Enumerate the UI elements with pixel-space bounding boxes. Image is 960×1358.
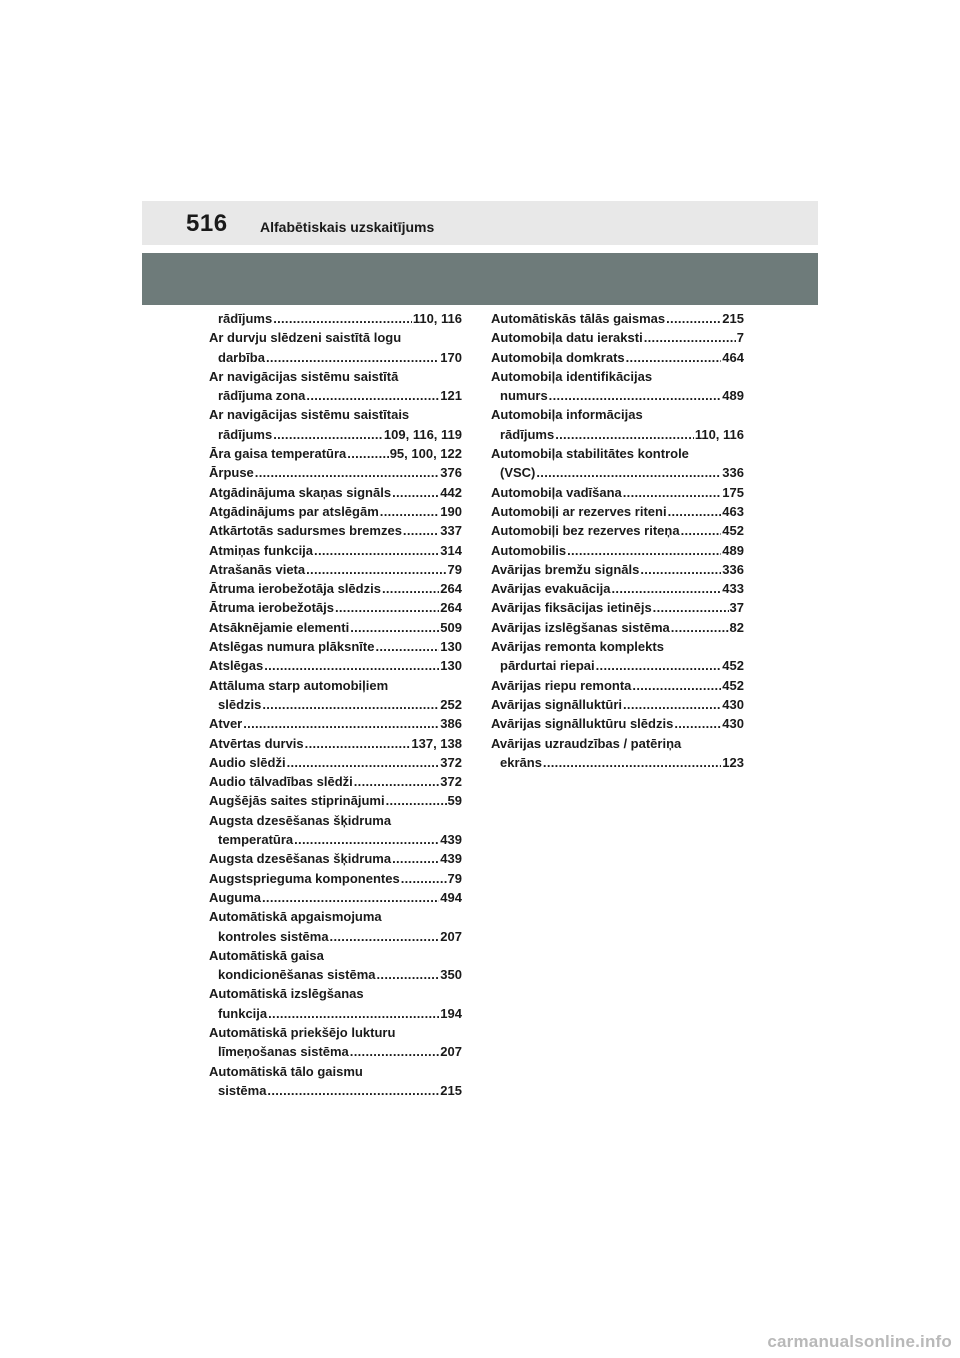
index-entry-term: Atkārtotās sadursmes bremzes xyxy=(209,523,402,539)
index-entry xyxy=(209,560,462,579)
index-entry-term: Ātruma ierobežotājs xyxy=(209,600,334,616)
index-entry xyxy=(491,541,744,560)
dot-leader xyxy=(674,714,721,733)
index-entry-heading xyxy=(209,1023,462,1042)
index-entry-term: Automobiļi ar rezerves riteni xyxy=(491,503,667,519)
index-entry xyxy=(209,579,462,598)
index-entry-term: Audio tālvadības slēdži xyxy=(209,774,353,790)
index-entry-heading-text: Automobiļa stabilitātes kontrole xyxy=(491,446,689,462)
index-entry xyxy=(209,791,462,810)
index-entry-pages: 494 xyxy=(440,889,462,905)
index-entry-heading-text: Attāluma starp automobiļiem xyxy=(209,677,389,693)
index-entry-heading xyxy=(209,367,462,386)
dot-leader xyxy=(392,483,439,502)
index-entry-pages: 386 xyxy=(440,716,462,732)
index-entry-line xyxy=(491,541,744,560)
index-entry-pages: 463 xyxy=(722,503,744,519)
index-entry-line xyxy=(209,927,462,946)
index-entry-pages: 372 xyxy=(440,754,462,770)
index-entry-line xyxy=(491,753,744,772)
index-entry-heading xyxy=(491,734,744,753)
index-entry-heading-text: Automobiļa identifikācijas xyxy=(491,368,653,384)
index-entry-line xyxy=(491,676,744,695)
index-entry-pages: 175 xyxy=(722,484,744,500)
index-entry-term: Atsāknējamie elementi xyxy=(209,619,350,635)
index-entry-line xyxy=(491,579,744,598)
index-entry-term: Avārijas signālluktūri xyxy=(491,696,623,712)
dot-leader xyxy=(380,502,440,521)
index-entry-pages: 439 xyxy=(440,851,462,867)
index-entry xyxy=(209,714,462,733)
index-entry-line xyxy=(209,695,462,714)
index-entry xyxy=(209,1023,462,1062)
index-entry-term: Atslēgas numura plāksnīte xyxy=(209,639,375,655)
index-entry-line xyxy=(491,598,744,617)
index-entry-term: Avārijas fiksācijas ietinējs xyxy=(491,600,652,616)
index-entry-pages: 252 xyxy=(440,696,462,712)
dot-leader xyxy=(666,309,721,328)
index-entry-term: Atslēgas xyxy=(209,658,264,674)
index-entry xyxy=(491,521,744,540)
index-entry-line xyxy=(209,560,462,579)
index-column-left xyxy=(209,309,462,1100)
index-entry-heading xyxy=(209,405,462,424)
dot-leader xyxy=(626,348,722,367)
index-entry-heading-text: Ar durvju slēdzeni saistītā logu xyxy=(209,330,402,346)
index-entry xyxy=(491,637,744,676)
index-entry-term: Automobiļa datu ieraksti xyxy=(491,330,643,346)
index-entry-pages: 170 xyxy=(440,349,462,365)
index-entry xyxy=(209,598,462,617)
index-entry-line xyxy=(491,695,744,714)
index-entry xyxy=(491,328,744,347)
index-entry-pages: 37 xyxy=(729,600,744,616)
index-entry-term: Augšējās saites stiprinājumi xyxy=(209,793,385,809)
index-entry-pages: 442 xyxy=(440,484,462,500)
index-entry xyxy=(209,656,462,675)
index-entry-pages: 376 xyxy=(440,465,462,481)
index-entry-pages: 215 xyxy=(722,311,744,326)
index-entry-heading xyxy=(209,1062,462,1081)
index-entry-term: darbība xyxy=(218,349,265,365)
dot-leader xyxy=(549,386,722,405)
index-entry-line xyxy=(209,637,462,656)
page-number: 516 xyxy=(186,210,228,237)
index-entry-heading xyxy=(209,984,462,1003)
index-entry-pages: 121 xyxy=(440,388,462,404)
index-entry-heading xyxy=(491,405,744,424)
index-entry-line xyxy=(209,791,462,810)
index-entry xyxy=(209,637,462,656)
index-entry-term: Atgādinājums par atslēgām xyxy=(209,503,379,519)
index-entry-line xyxy=(209,772,462,791)
index-entry-line xyxy=(491,425,744,444)
index-entry-line xyxy=(491,560,744,579)
index-entry xyxy=(209,849,462,868)
index-entry xyxy=(209,888,462,907)
dot-leader xyxy=(267,1081,439,1100)
dot-leader xyxy=(347,444,388,463)
index-entry xyxy=(491,598,744,617)
index-entry-term: Atvērtas durvis xyxy=(209,735,304,751)
index-entry xyxy=(491,348,744,367)
index-entry xyxy=(209,309,462,328)
index-entry-term: slēdzis xyxy=(218,696,262,712)
index-entry-heading xyxy=(491,367,744,386)
dot-leader xyxy=(330,927,440,946)
index-entry-heading-text: Avārijas uzraudzības / patēriņa xyxy=(491,735,682,751)
index-entry-term: Avārijas evakuācija xyxy=(491,581,611,597)
index-entry-line xyxy=(209,463,462,482)
index-entry-line xyxy=(209,444,462,463)
index-entry-heading xyxy=(209,811,462,830)
index-entry xyxy=(209,753,462,772)
index-entry-heading xyxy=(209,907,462,926)
dot-leader xyxy=(382,579,439,598)
dot-leader xyxy=(255,463,440,482)
index-entry-line xyxy=(209,502,462,521)
index-entry-term: ekrāns xyxy=(500,754,542,770)
index-entry-line xyxy=(491,656,744,675)
index-entry xyxy=(491,367,744,406)
index-entry-pages: 264 xyxy=(440,600,462,616)
index-entry-term: Automobilis xyxy=(491,542,567,558)
dot-leader xyxy=(262,695,439,714)
index-entry-heading-text: Automātiskā priekšējo lukturu xyxy=(209,1024,396,1040)
index-entry-line xyxy=(491,463,744,482)
index-entry-pages: 59 xyxy=(447,793,462,809)
index-entry xyxy=(491,695,744,714)
index-entry-line xyxy=(209,734,462,753)
index-entry-term: Augstsprieguma komponentes xyxy=(209,870,400,886)
index-entry-pages: 430 xyxy=(722,696,744,712)
index-entry-heading-text: Automātiskā apgaismojuma xyxy=(209,909,382,925)
index-entry xyxy=(209,444,462,463)
index-entry-term: Ātruma ierobežotāja slēdzis xyxy=(209,581,381,597)
index-entry-line xyxy=(209,521,462,540)
index-entry-pages: 489 xyxy=(722,388,744,404)
index-entry xyxy=(491,714,744,733)
dot-leader xyxy=(555,425,694,444)
dot-leader xyxy=(350,1042,440,1061)
index-entry-line xyxy=(491,386,744,405)
watermark: carmanualsonline.info xyxy=(767,1332,952,1351)
index-entry-pages: 207 xyxy=(440,1044,462,1060)
index-entry-pages: 123 xyxy=(722,754,744,770)
dot-leader xyxy=(264,656,439,675)
index-entry xyxy=(491,618,744,637)
index-entry-line xyxy=(209,714,462,733)
index-entry-term: kontroles sistēma xyxy=(218,928,329,944)
index-entry xyxy=(209,502,462,521)
index-entry-line xyxy=(491,502,744,521)
index-entry-term: Atmiņas funkcija xyxy=(209,542,314,558)
index-entry-line xyxy=(209,309,462,328)
index-entry-line xyxy=(491,348,744,367)
index-entry-line xyxy=(491,309,744,328)
index-entry-line xyxy=(209,656,462,675)
dot-leader xyxy=(314,541,439,560)
index-entry-term: kondicionēšanas sistēma xyxy=(218,967,376,983)
index-entry-line xyxy=(491,328,744,347)
index-entry-line xyxy=(209,1042,462,1061)
dot-leader xyxy=(306,560,446,579)
index-entry-pages: 430 xyxy=(722,716,744,732)
index-entry xyxy=(209,463,462,482)
index-entry-term: rādījuma zona xyxy=(218,388,306,404)
index-entry-heading xyxy=(209,946,462,965)
index-entry-line xyxy=(209,830,462,849)
dot-leader xyxy=(335,598,439,617)
index-entry-line xyxy=(209,598,462,617)
index-entry xyxy=(491,734,744,773)
index-entry-pages: 215 xyxy=(440,1082,462,1098)
index-entry-pages: 110, 116 xyxy=(412,311,462,326)
dot-leader xyxy=(273,425,383,444)
section-banner xyxy=(142,253,818,305)
dot-leader xyxy=(640,560,721,579)
dot-leader xyxy=(681,521,722,540)
index-entry-pages: 110, 116 xyxy=(694,426,744,442)
index-entry-pages: 7 xyxy=(736,330,744,346)
index-entry-term: Avārijas riepu remonta xyxy=(491,677,632,693)
index-entry-line xyxy=(491,618,744,637)
index-entry-pages: 130 xyxy=(440,639,462,655)
dot-leader xyxy=(268,1004,439,1023)
index-entry xyxy=(209,734,462,753)
dot-leader xyxy=(401,869,447,888)
index-entry xyxy=(209,483,462,502)
header-band xyxy=(142,201,818,245)
index-entry-heading xyxy=(491,444,744,463)
index-entry xyxy=(209,772,462,791)
index-entry-line xyxy=(209,579,462,598)
index-entry-term: Avārijas izslēgšanas sistēma xyxy=(491,619,670,635)
index-entry-line xyxy=(209,1004,462,1023)
index-entry-pages: 130 xyxy=(440,658,462,674)
index-entry-term: Atrašanās vieta xyxy=(209,561,306,577)
index-entry-term: rādījums xyxy=(500,426,555,442)
index-entry xyxy=(209,405,462,444)
index-entry-pages: 82 xyxy=(729,619,744,635)
index-entry-term: Āra gaisa temperatūra xyxy=(209,446,347,462)
index-entry-term: Atgādinājuma skaņas signāls xyxy=(209,484,392,500)
index-entry-term: rādījums xyxy=(218,311,273,326)
dot-leader xyxy=(567,541,721,560)
index-entry-term: pārdurtai riepai xyxy=(500,658,595,674)
index-entry-term: Augsta dzesēšanas šķidruma xyxy=(209,851,392,867)
dot-leader xyxy=(273,309,412,328)
dot-leader xyxy=(350,618,439,637)
index-entry-pages: 452 xyxy=(722,523,744,539)
index-entry-heading-text: Ar navigācijas sistēmu saistītā xyxy=(209,368,399,384)
dot-leader xyxy=(392,849,439,868)
index-entry-heading xyxy=(209,676,462,695)
index-entry-pages: 452 xyxy=(722,658,744,674)
index-entry-term: funkcija xyxy=(218,1005,268,1021)
dot-leader xyxy=(287,753,440,772)
index-entry-pages: 489 xyxy=(722,542,744,558)
index-entry-term: Auguma xyxy=(209,889,261,905)
index-entry xyxy=(209,521,462,540)
index-entry-term: Automobiļa vadīšana xyxy=(491,484,622,500)
index-entry-heading xyxy=(209,328,462,347)
dot-leader xyxy=(375,637,439,656)
index-entry-line xyxy=(209,965,462,984)
dot-leader xyxy=(536,463,721,482)
dot-leader xyxy=(623,483,722,502)
index-entry-term: temperatūra xyxy=(218,832,294,848)
index-entry-pages: 264 xyxy=(440,581,462,597)
dot-leader xyxy=(632,676,721,695)
index-entry-heading xyxy=(491,637,744,656)
index-entry-term: līmeņošanas sistēma xyxy=(218,1044,349,1060)
index-entry-line xyxy=(209,386,462,405)
index-entry-line xyxy=(209,483,462,502)
index-entry-pages: 137, 138 xyxy=(411,735,462,751)
index-entry-line xyxy=(209,541,462,560)
index-entry xyxy=(209,811,462,850)
index-entry-term: Automātiskās tālās gaismas xyxy=(491,311,666,326)
index-entry xyxy=(491,676,744,695)
dot-leader xyxy=(266,348,439,367)
index-entry-pages: 336 xyxy=(722,561,744,577)
index-entry xyxy=(209,946,462,985)
dot-leader xyxy=(543,753,721,772)
index-entry-line xyxy=(491,714,744,733)
index-entry-term: Automobiļa domkrats xyxy=(491,349,625,365)
index-entry-pages: 79 xyxy=(447,561,462,577)
index-entry-pages: 337 xyxy=(440,523,462,539)
index-entry-pages: 439 xyxy=(440,832,462,848)
index-entry-pages: 95, 100, 122 xyxy=(389,446,462,462)
index-entry xyxy=(491,444,744,483)
index-entry-heading-text: Automātiskā gaisa xyxy=(209,947,324,963)
dot-leader xyxy=(653,598,729,617)
index-entry-term: rādījums xyxy=(218,426,273,442)
index-entry-heading-text: Augsta dzesēšanas šķidruma xyxy=(209,812,392,828)
dot-leader xyxy=(377,965,440,984)
index-entry-line xyxy=(209,888,462,907)
dot-leader xyxy=(354,772,440,791)
index-entry-pages: 207 xyxy=(440,928,462,944)
index-entry-pages: 109, 116, 119 xyxy=(383,426,462,442)
index-entry xyxy=(491,483,744,502)
index-column-right xyxy=(491,309,744,772)
index-entry-term: numurs xyxy=(500,388,548,404)
index-entry-line xyxy=(209,753,462,772)
index-entry-term: Avārijas signālluktūru slēdzis xyxy=(491,716,674,732)
index-entry-pages: 464 xyxy=(722,349,744,365)
index-entry-term: Audio slēdži xyxy=(209,754,286,770)
index-entry xyxy=(491,502,744,521)
dot-leader xyxy=(623,695,721,714)
index-entry xyxy=(491,309,744,328)
index-entry xyxy=(209,618,462,637)
index-entry-heading-text: Automobiļa informācijas xyxy=(491,407,643,423)
section-title: Alfabētiskais uzskaitījums xyxy=(260,219,435,235)
dot-leader xyxy=(305,734,411,753)
index-entry-heading-text: Automātiskā izslēgšanas xyxy=(209,986,364,1002)
dot-leader xyxy=(306,386,439,405)
dot-leader xyxy=(596,656,722,675)
index-entry-term: Atver xyxy=(209,716,243,732)
index-entry-term: sistēma xyxy=(218,1082,267,1098)
index-entry xyxy=(209,907,462,946)
index-entry xyxy=(491,579,744,598)
index-entry-line xyxy=(209,348,462,367)
dot-leader xyxy=(262,888,439,907)
index-entry-line xyxy=(209,849,462,868)
index-entry xyxy=(209,869,462,888)
dot-leader xyxy=(644,328,736,347)
index-entry-line xyxy=(491,521,744,540)
index-entry-term: Avārijas bremžu signāls xyxy=(491,561,640,577)
dot-leader xyxy=(671,618,729,637)
dot-leader xyxy=(243,714,439,733)
index-entry-pages: 433 xyxy=(722,581,744,597)
index-entry-pages: 336 xyxy=(722,465,744,481)
index-entry xyxy=(491,560,744,579)
index-entry-heading-text: Avārijas remonta komplekts xyxy=(491,639,664,655)
index-entry-pages: 350 xyxy=(440,967,462,983)
index-entry-term: (VSC) xyxy=(500,465,536,481)
dot-leader xyxy=(294,830,439,849)
index-entry-term: Automobiļi bez rezerves riteņa xyxy=(491,523,680,539)
index-entry xyxy=(209,328,462,367)
index-entry-line xyxy=(209,1081,462,1100)
index-entry-line xyxy=(491,483,744,502)
index-entry-heading-text: Ar navigācijas sistēmu saistītais xyxy=(209,407,410,423)
index-entry-pages: 372 xyxy=(440,774,462,790)
index-entry-pages: 79 xyxy=(447,870,462,886)
index-entry-pages: 194 xyxy=(440,1005,462,1021)
index-entry-heading-text: Automātiskā tālo gaismu xyxy=(209,1063,363,1079)
index-entry-pages: 509 xyxy=(440,619,462,635)
index-entry-term: Ārpuse xyxy=(209,465,254,481)
index-entry-line xyxy=(209,618,462,637)
dot-leader xyxy=(403,521,439,540)
index-entry xyxy=(209,676,462,715)
index-entry xyxy=(491,405,744,444)
index-entry-line xyxy=(209,425,462,444)
dot-leader xyxy=(612,579,722,598)
index-entry xyxy=(209,367,462,406)
index-entry-pages: 452 xyxy=(722,677,744,693)
index-entry-pages: 314 xyxy=(440,542,462,558)
index-entry-pages: 190 xyxy=(440,503,462,519)
index-entry-line xyxy=(209,869,462,888)
index-entry xyxy=(209,1062,462,1101)
index-entry xyxy=(209,541,462,560)
dot-leader xyxy=(386,791,447,810)
index-entry xyxy=(209,984,462,1023)
dot-leader xyxy=(668,502,722,521)
